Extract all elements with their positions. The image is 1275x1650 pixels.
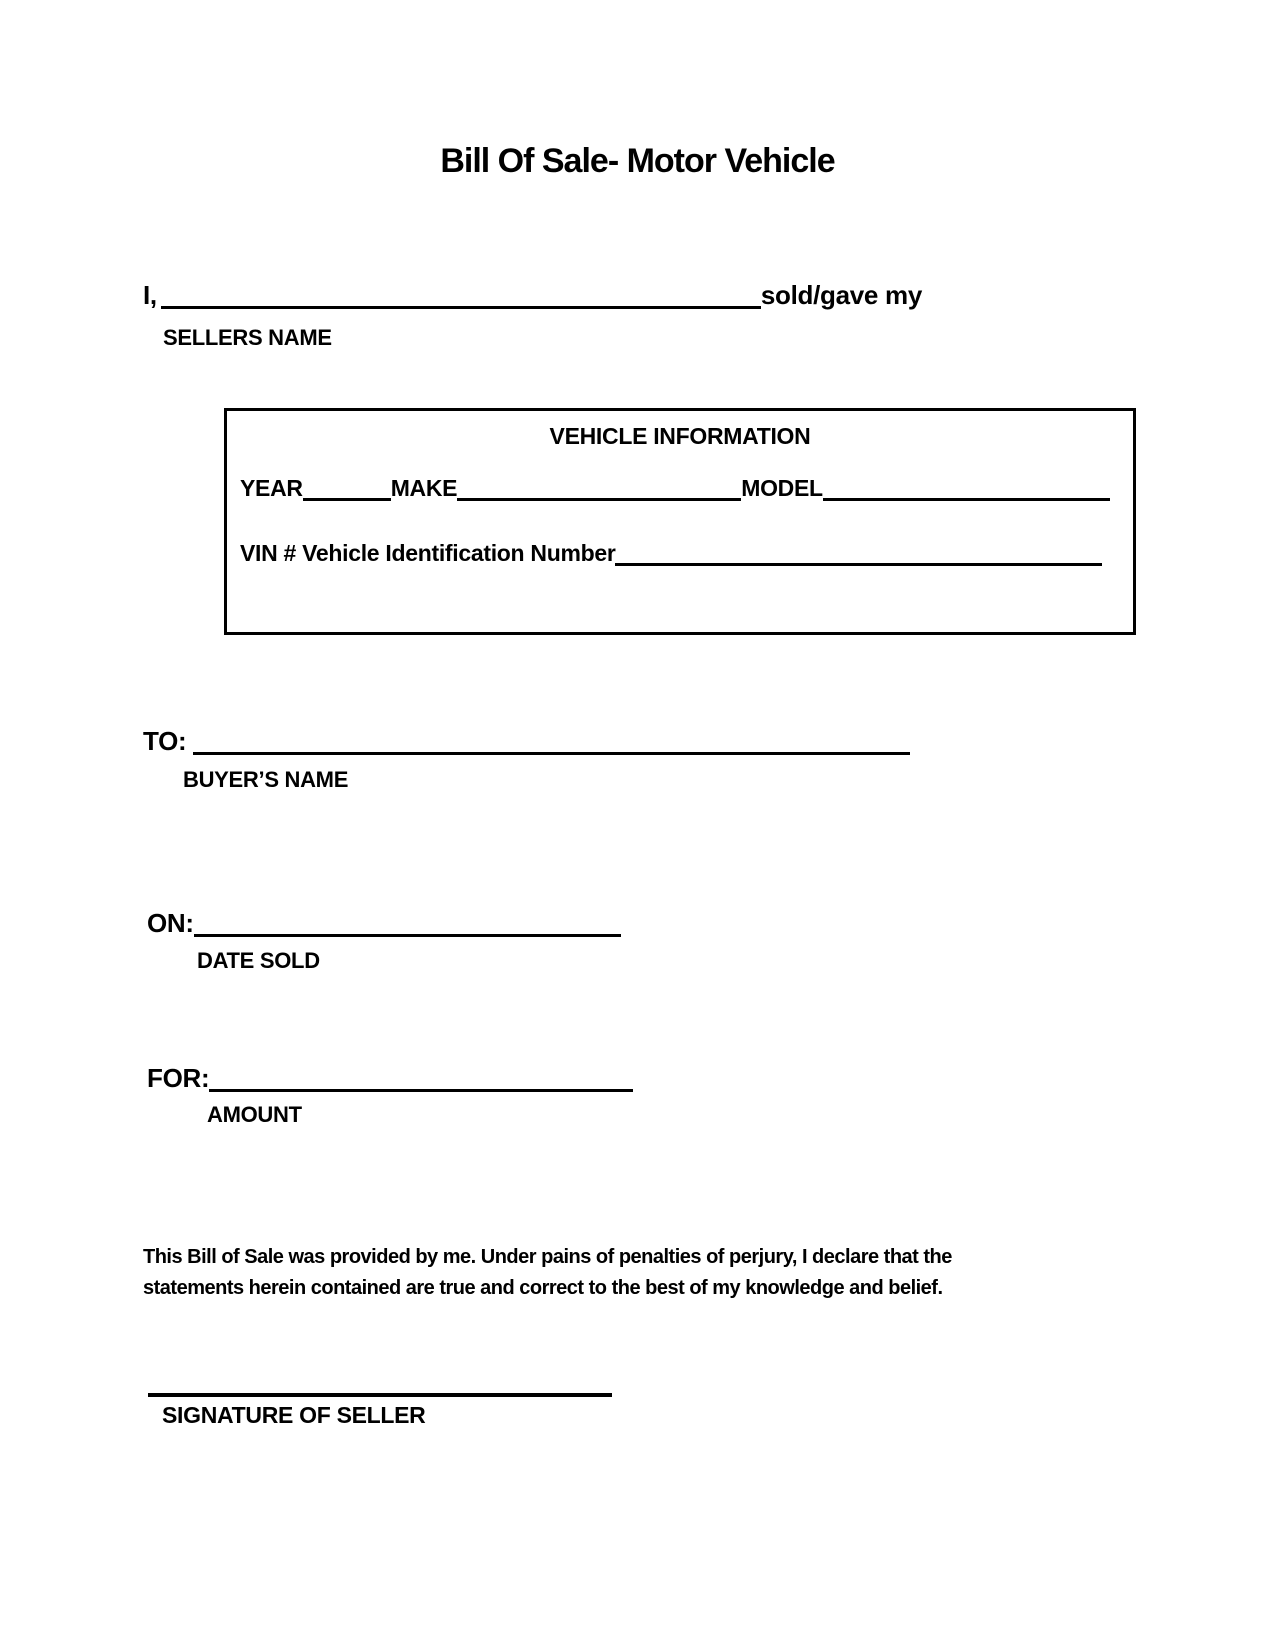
vehicle-information-heading: VEHICLE INFORMATION — [549, 423, 811, 449]
make-field[interactable] — [457, 498, 741, 501]
vehicle-year-make-model-line — [240, 475, 1110, 502]
date-sold-label: DATE SOLD — [197, 948, 320, 973]
declaration-paragraph — [143, 1242, 952, 1304]
seller-name-field[interactable] — [161, 306, 761, 309]
vehicle-vin-line — [240, 540, 1102, 567]
seller-line-prefix: I, — [143, 280, 157, 310]
vin-field[interactable] — [615, 563, 1102, 566]
for-line — [147, 1063, 633, 1094]
year-field[interactable] — [303, 498, 391, 501]
to-label: TO: — [143, 726, 187, 756]
make-label: MAKE — [390, 475, 458, 501]
seller-line-suffix: sold/gave my — [760, 280, 922, 310]
to-line — [143, 726, 910, 757]
seller-name-label: SELLERS NAME — [163, 325, 332, 350]
amount-field[interactable] — [209, 1089, 633, 1092]
declaration-line: statements herein contained are true and correct to the best of my knowledge and belief. — [143, 1277, 943, 1299]
on-label: ON: — [147, 908, 194, 938]
signature-of-seller-label: SIGNATURE OF SELLER — [162, 1402, 426, 1428]
model-field[interactable] — [823, 498, 1110, 501]
seller-line — [143, 280, 922, 311]
amount-label: AMOUNT — [207, 1102, 302, 1127]
model-label: MODEL — [741, 475, 823, 501]
buyer-name-field[interactable] — [193, 752, 910, 755]
for-label: FOR: — [147, 1063, 210, 1093]
buyer-name-label: BUYER’S NAME — [183, 767, 349, 792]
document-title: Bill Of Sale- Motor Vehicle — [440, 142, 835, 180]
vin-label: VIN # Vehicle Identification Number — [240, 540, 616, 566]
year-label: YEAR — [240, 475, 303, 501]
declaration-line: This Bill of Sale was provided by me. Under pains of penalties of perjury, I declare that the — [143, 1246, 952, 1268]
vehicle-information-box — [224, 408, 1136, 635]
date-sold-field[interactable] — [194, 934, 621, 937]
on-line — [147, 908, 621, 939]
signature-line-field[interactable] — [148, 1393, 612, 1397]
